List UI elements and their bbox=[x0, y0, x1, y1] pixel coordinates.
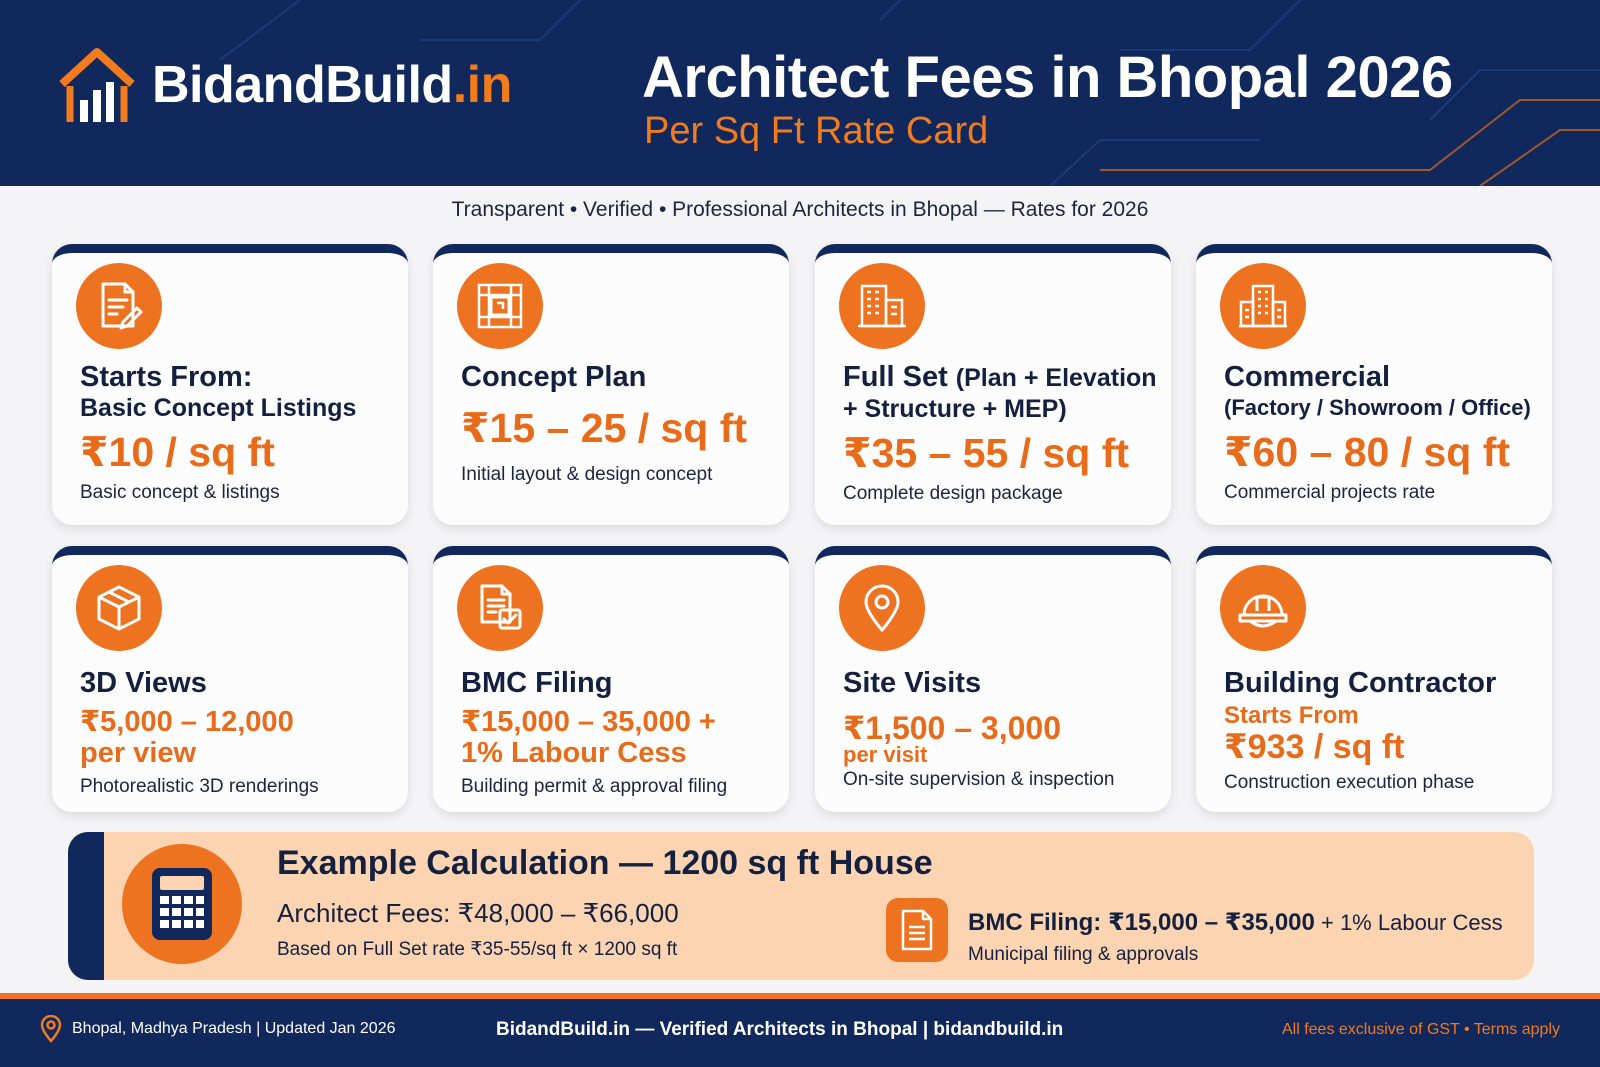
rate-card-3d-views bbox=[52, 546, 408, 812]
rate-card-full-set bbox=[815, 244, 1171, 525]
document-icon bbox=[886, 898, 948, 962]
page-title: Architect Fees in Bhopal 2026 bbox=[642, 45, 1453, 110]
bmc-amount: BMC Filing: ₹15,000 – ₹35,000 bbox=[968, 909, 1315, 936]
card-description: Complete design package bbox=[843, 483, 1063, 504]
panel-accent-bar bbox=[68, 832, 104, 980]
card-description: Commercial projects rate bbox=[1224, 482, 1436, 503]
card-price-label: Starts From bbox=[1224, 702, 1359, 729]
house-chart-logo-icon bbox=[56, 44, 138, 126]
example-calculation-panel bbox=[68, 832, 1534, 980]
document-check-icon bbox=[457, 565, 543, 651]
office-building-icon bbox=[1220, 263, 1306, 349]
card-title: Full Set (Plan + Elevation bbox=[843, 361, 1157, 393]
cube-3d-icon bbox=[76, 565, 162, 651]
card-description: Initial layout & design concept bbox=[461, 464, 713, 485]
card-price: ₹35 – 55 / sq ft bbox=[843, 430, 1130, 476]
page-subtitle: Per Sq Ft Rate Card bbox=[644, 110, 989, 152]
card-price-extra: 1% Labour Cess bbox=[461, 737, 687, 769]
footer-location-text: Bhopal, Madhya Pradesh | Updated Jan 2026 bbox=[72, 1020, 396, 1037]
card-price: ₹5,000 – 12,000 bbox=[80, 706, 294, 738]
buildings-icon bbox=[839, 263, 925, 349]
rate-card-concept-plan bbox=[433, 244, 789, 525]
brand-logo[interactable] bbox=[56, 44, 512, 126]
card-price-unit: per visit bbox=[843, 742, 928, 767]
example-architect-fee: Architect Fees: ₹48,000 – ₹66,000 bbox=[277, 898, 679, 928]
rate-card-bmc-filing bbox=[433, 546, 789, 812]
rate-card-site-visits bbox=[815, 546, 1171, 812]
footer-site-link[interactable]: BidandBuild.in — Verified Architects in Bhopal | bidandbuild.in bbox=[496, 1019, 1064, 1040]
card-title: Commercial bbox=[1224, 361, 1391, 393]
footer bbox=[0, 993, 1600, 1067]
card-description: Building permit & approval filing bbox=[461, 776, 728, 797]
card-price: ₹15,000 – 35,000 + bbox=[461, 706, 716, 738]
card-title: Concept Plan bbox=[461, 361, 647, 393]
footer-location bbox=[40, 1015, 396, 1043]
location-pin-icon bbox=[839, 565, 925, 651]
card-title: 3D Views bbox=[80, 667, 207, 699]
card-price: ₹1,500 – 3,000 bbox=[843, 710, 1061, 746]
footer-disclaimer: All fees exclusive of GST • Terms apply bbox=[1281, 1021, 1560, 1038]
card-price: ₹60 – 80 / sq ft bbox=[1224, 429, 1511, 475]
card-subtitle: (Factory / Showroom / Office) bbox=[1224, 395, 1531, 420]
location-pin-icon bbox=[40, 1015, 62, 1043]
example-basis: Based on Full Set rate ₹35-55/sq ft × 1200 sq ft bbox=[277, 939, 678, 960]
card-subtitle: Basic Concept Listings bbox=[80, 394, 357, 422]
card-price: ₹15 – 25 / sq ft bbox=[461, 405, 748, 451]
example-title: Example Calculation — 1200 sq ft House bbox=[277, 844, 933, 882]
card-title: Site Visits bbox=[843, 667, 982, 699]
calculator-icon bbox=[122, 844, 242, 964]
card-title-paren: (Plan + Elevation bbox=[955, 364, 1157, 392]
card-description: Photorealistic 3D renderings bbox=[80, 776, 319, 797]
card-description: Construction execution phase bbox=[1224, 772, 1475, 793]
card-title: Building Contractor bbox=[1224, 667, 1497, 699]
header-banner bbox=[0, 0, 1600, 186]
tagline: Transparent • Verified • Professional Architects in Bhopal — Rates for 2026 bbox=[451, 198, 1149, 221]
brand-tld: .in bbox=[452, 56, 512, 114]
rate-card-commercial bbox=[1196, 244, 1552, 525]
bmc-cess: + 1% Labour Cess bbox=[1314, 910, 1503, 935]
brand-name: BidandBuild.in bbox=[152, 56, 512, 114]
card-subtitle: + Structure + MEP) bbox=[843, 395, 1067, 423]
rate-card-basic-concept bbox=[52, 244, 408, 525]
example-bmc-note: Municipal filing & approvals bbox=[968, 944, 1199, 965]
blueprint-icon bbox=[457, 263, 543, 349]
rate-card-building-contractor bbox=[1196, 546, 1552, 812]
card-title: Starts From: bbox=[80, 361, 253, 393]
card-description: Basic concept & listings bbox=[80, 482, 280, 503]
card-price-unit: per view bbox=[80, 737, 197, 769]
card-price: ₹933 / sq ft bbox=[1224, 728, 1405, 766]
card-price: ₹10 / sq ft bbox=[80, 429, 275, 475]
card-title: BMC Filing bbox=[461, 667, 613, 699]
document-pen-icon bbox=[76, 263, 162, 349]
hard-hat-icon bbox=[1220, 565, 1306, 651]
example-bmc-filing bbox=[968, 908, 1503, 937]
card-description: On-site supervision & inspection bbox=[843, 769, 1115, 790]
